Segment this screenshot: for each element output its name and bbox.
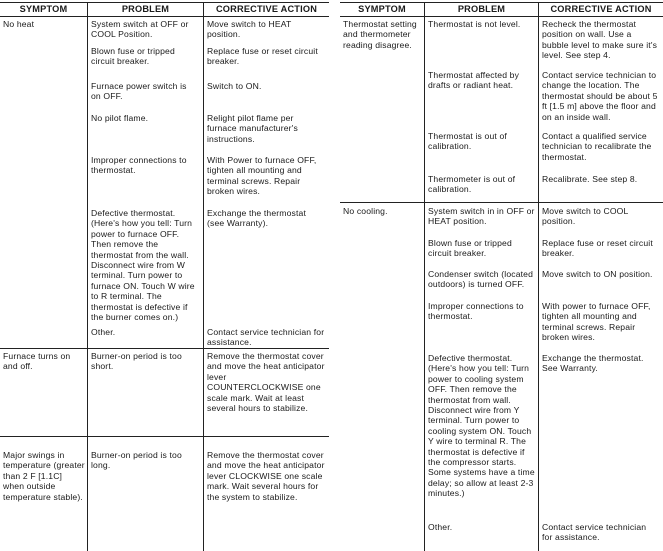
table-top-rule [0, 2, 329, 3]
action-cell: Replace fuse or reset circuit breaker. [542, 238, 653, 259]
column-divider [87, 2, 88, 551]
problem-cell: Furnace power switch is on OFF. [91, 81, 187, 102]
header-rule [340, 16, 663, 17]
action-cell: Remove the thermostat cover and move the heat anticipator lever COUNTERCLOCKWISE one scale mark. Wait at least several hours to stabilize. [207, 351, 325, 414]
symptom-cell: No heat [3, 19, 35, 29]
row-rule [0, 348, 329, 349]
symptom-cell: Furnace turns on and off. [3, 351, 71, 372]
problem-cell: Condenser switch (located outdoors) is turned OFF. [428, 269, 534, 290]
problem-cell: Other. [428, 522, 453, 532]
problem-cell: Burner-on period is too short. [91, 351, 182, 372]
problem-cell: Improper connections to thermostat. [91, 155, 187, 176]
action-cell: Move switch to HEAT position. [207, 19, 292, 40]
problem-cell: Defective thermostat. (Here's how you tell: Turn power to cooling system OFF. Then remove the thermostat from wall. Disconnect wire from Y terminal. Turn power to cooling system ON. Touch Y wire to terminal R. The thermostat is defective if the compressor starts. Some systems have a time delay; so allow at least 2-3 minutes.) [428, 353, 535, 499]
column-divider [424, 2, 425, 551]
table-top-rule [340, 2, 663, 3]
action-cell: Exchange the thermostat (see Warranty). [207, 208, 306, 229]
action-cell: Move switch to ON position. [542, 269, 653, 279]
action-cell: Contact service technician for assistance. [542, 522, 647, 543]
action-cell: With Power to furnace OFF, tighten all mounting and terminal screws. Repair broken wires. [207, 155, 317, 197]
action-cell: Contact a qualified service technician to recalibrate the thermostat. [542, 131, 652, 162]
problem-cell: Improper connections to thermostat. [428, 301, 524, 322]
row-rule [0, 436, 329, 437]
header-symptom: SYMPTOM [358, 4, 406, 14]
problem-cell: Thermostat is not level. [428, 19, 521, 29]
header-corrective-action: CORRECTIVE ACTION [215, 4, 318, 14]
header-problem: PROBLEM [457, 4, 506, 14]
action-cell: Switch to ON. [207, 81, 262, 91]
header-corrective-action: CORRECTIVE ACTION [550, 4, 652, 14]
column-divider [538, 2, 539, 551]
problem-cell: Thermometer is out of calibration. [428, 174, 516, 195]
problem-cell: System switch at OFF or COOL Position. [91, 19, 189, 40]
action-cell: Move switch to COOL position. [542, 206, 629, 227]
header-rule [0, 16, 329, 17]
action-cell: Contact service technician to change the location. The thermostat should be about 5 ft [1.5 m] above the floor and on an inside wall. [542, 70, 658, 122]
problem-cell: Blown fuse or tripped circuit breaker. [428, 238, 512, 259]
troubleshooting-table-left [0, 0, 329, 551]
symptom-cell: No cooling. [343, 206, 388, 216]
problem-cell: Thermostat affected by drafts or radiant heat. [428, 70, 520, 91]
column-divider [203, 2, 204, 551]
action-cell: Relight pilot flame per furnace manufacturer's instructions. [207, 113, 298, 144]
action-cell: With power to furnace OFF, tighten all mounting and terminal screws. Repair broken wires. [542, 301, 651, 343]
action-cell: Replace fuse or reset circuit breaker. [207, 46, 318, 67]
action-cell: Contact service technician for assistance. [207, 327, 325, 348]
action-cell: Remove the thermostat cover and move the heat anticipator lever CLOCKWISE one scale mark. Wait several hours for the system to stabilize. [207, 450, 325, 502]
symptom-cell: Major swings in temperature (greater than 2 F [1.1C] when outside temperature stable). [3, 450, 85, 502]
problem-cell: Other. [91, 327, 116, 337]
troubleshooting-table-right [340, 0, 663, 551]
header-problem: PROBLEM [121, 4, 170, 14]
problem-cell: System switch in in OFF or HEAT position. [428, 206, 535, 227]
problem-cell: No pilot flame. [91, 113, 149, 123]
problem-cell: Thermostat is out of calibration. [428, 131, 507, 152]
symptom-cell: Thermostat setting and thermometer reading disagree. [343, 19, 417, 50]
action-cell: Recalibrate. See step 8. [542, 174, 638, 184]
problem-cell: Defective thermostat. (Here's how you tell: Turn power to furnace OFF. Then remove the thermostat from the wall. Disconnect wire from W terminal. Turn power to furnace ON. Touch W wire to R terminal. The thermostat is defective if the burner comes on.) [91, 208, 195, 323]
row-rule [340, 202, 663, 203]
action-cell: Recheck the thermostat position on wall. Use a bubble level to make sure it's level. See step 4. [542, 19, 658, 61]
action-cell: Exchange the thermostat. See Warranty. [542, 353, 644, 374]
header-symptom: SYMPTOM [19, 4, 68, 14]
problem-cell: Burner-on period is too long. [91, 450, 182, 471]
problem-cell: Blown fuse or tripped circuit breaker. [91, 46, 175, 67]
